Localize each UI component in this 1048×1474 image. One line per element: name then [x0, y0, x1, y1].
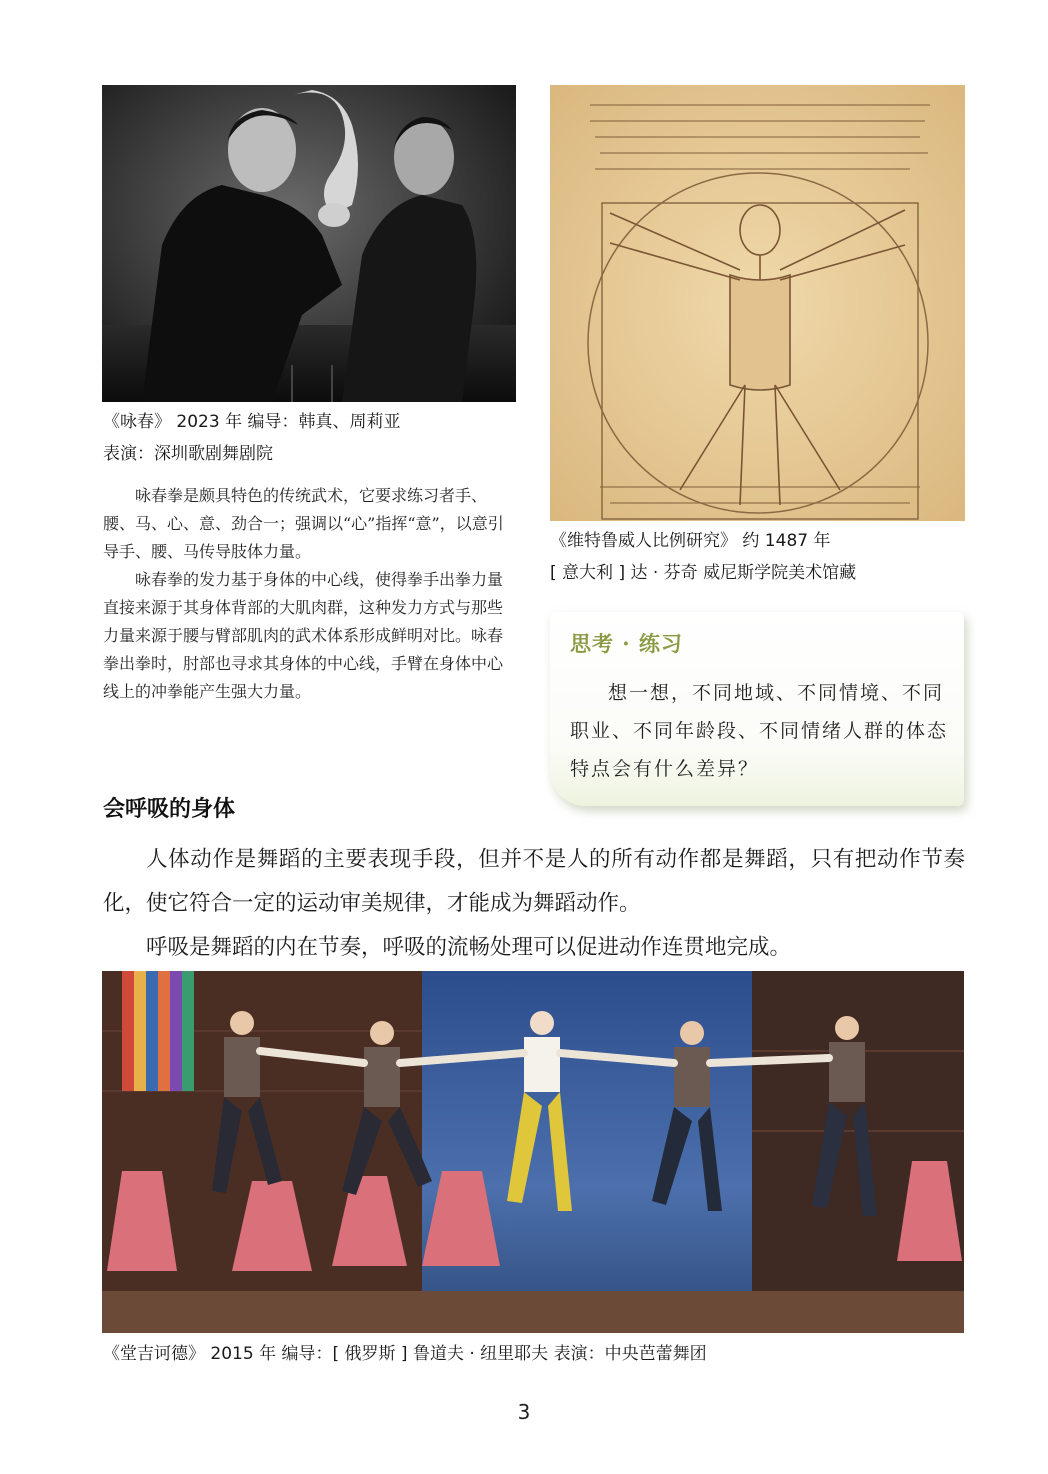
wing-chun-photo: [102, 85, 516, 402]
section-body: [103, 838, 965, 970]
page-number: 3: [517, 1400, 531, 1424]
wing-chun-caption-line2: 表演：深圳歌剧舞剧院: [103, 444, 273, 464]
think-practice-question: 想一想，不同地域、不同情境、不同职业、不同年龄段、不同情绪人群的体态特点会有什么差异？: [570, 682, 949, 780]
section-paragraph-2: 呼吸是舞蹈的内在节奏，呼吸的流畅处理可以促进动作连贯地完成。: [146, 935, 792, 960]
vitruvian-caption-line2: [ 意大利 ] 达 · 芬奇 威尼斯学院美术馆藏: [550, 563, 857, 583]
vitruvian-caption-line1: 《维特鲁威人比例研究》 约 1487 年: [550, 531, 831, 551]
think-practice-title: 思考 · 练习: [570, 631, 683, 656]
think-practice-box: [550, 612, 964, 806]
wing-chun-caption-line1: 《咏春》 2023 年 编导：韩真、周莉亚: [103, 412, 401, 432]
section-heading: 会呼吸的身体: [103, 797, 236, 822]
don-quixote-photo: [102, 971, 964, 1333]
wing-chun-description: [103, 482, 517, 706]
wing-chun-paragraph-1: 咏春拳是颇具特色的传统武术，它要求练习者手、腰、马、心、意、劲合一；强调以“心”指挥“意”，以意引导手、腰、马传导肢体力量。: [103, 486, 504, 561]
vitruvian-man-image: [550, 85, 965, 521]
wing-chun-paragraph-2: 咏春拳的发力基于身体的中心线，使得拳手出拳力量直接来源于其身体背部的大肌肉群，这种发力方式与那些力量来源于腰与臂部肌肉的武术体系形成鲜明对比。咏春拳出拳时，肘部也寻求其身体的中心线，手臂在身体中心线上的冲拳能产生强大力量。: [103, 570, 504, 701]
don-quixote-caption: 《堂吉诃德》 2015 年 编导：[ 俄罗斯 ] 鲁道夫 · 纽里耶夫 表演：中央芭蕾舞团: [103, 1344, 707, 1364]
section-paragraph-1: 人体动作是舞蹈的主要表现手段，但并不是人的所有动作都是舞蹈，只有把动作节奏化，使它符合一定的运动审美规律，才能成为舞蹈动作。: [103, 847, 965, 916]
